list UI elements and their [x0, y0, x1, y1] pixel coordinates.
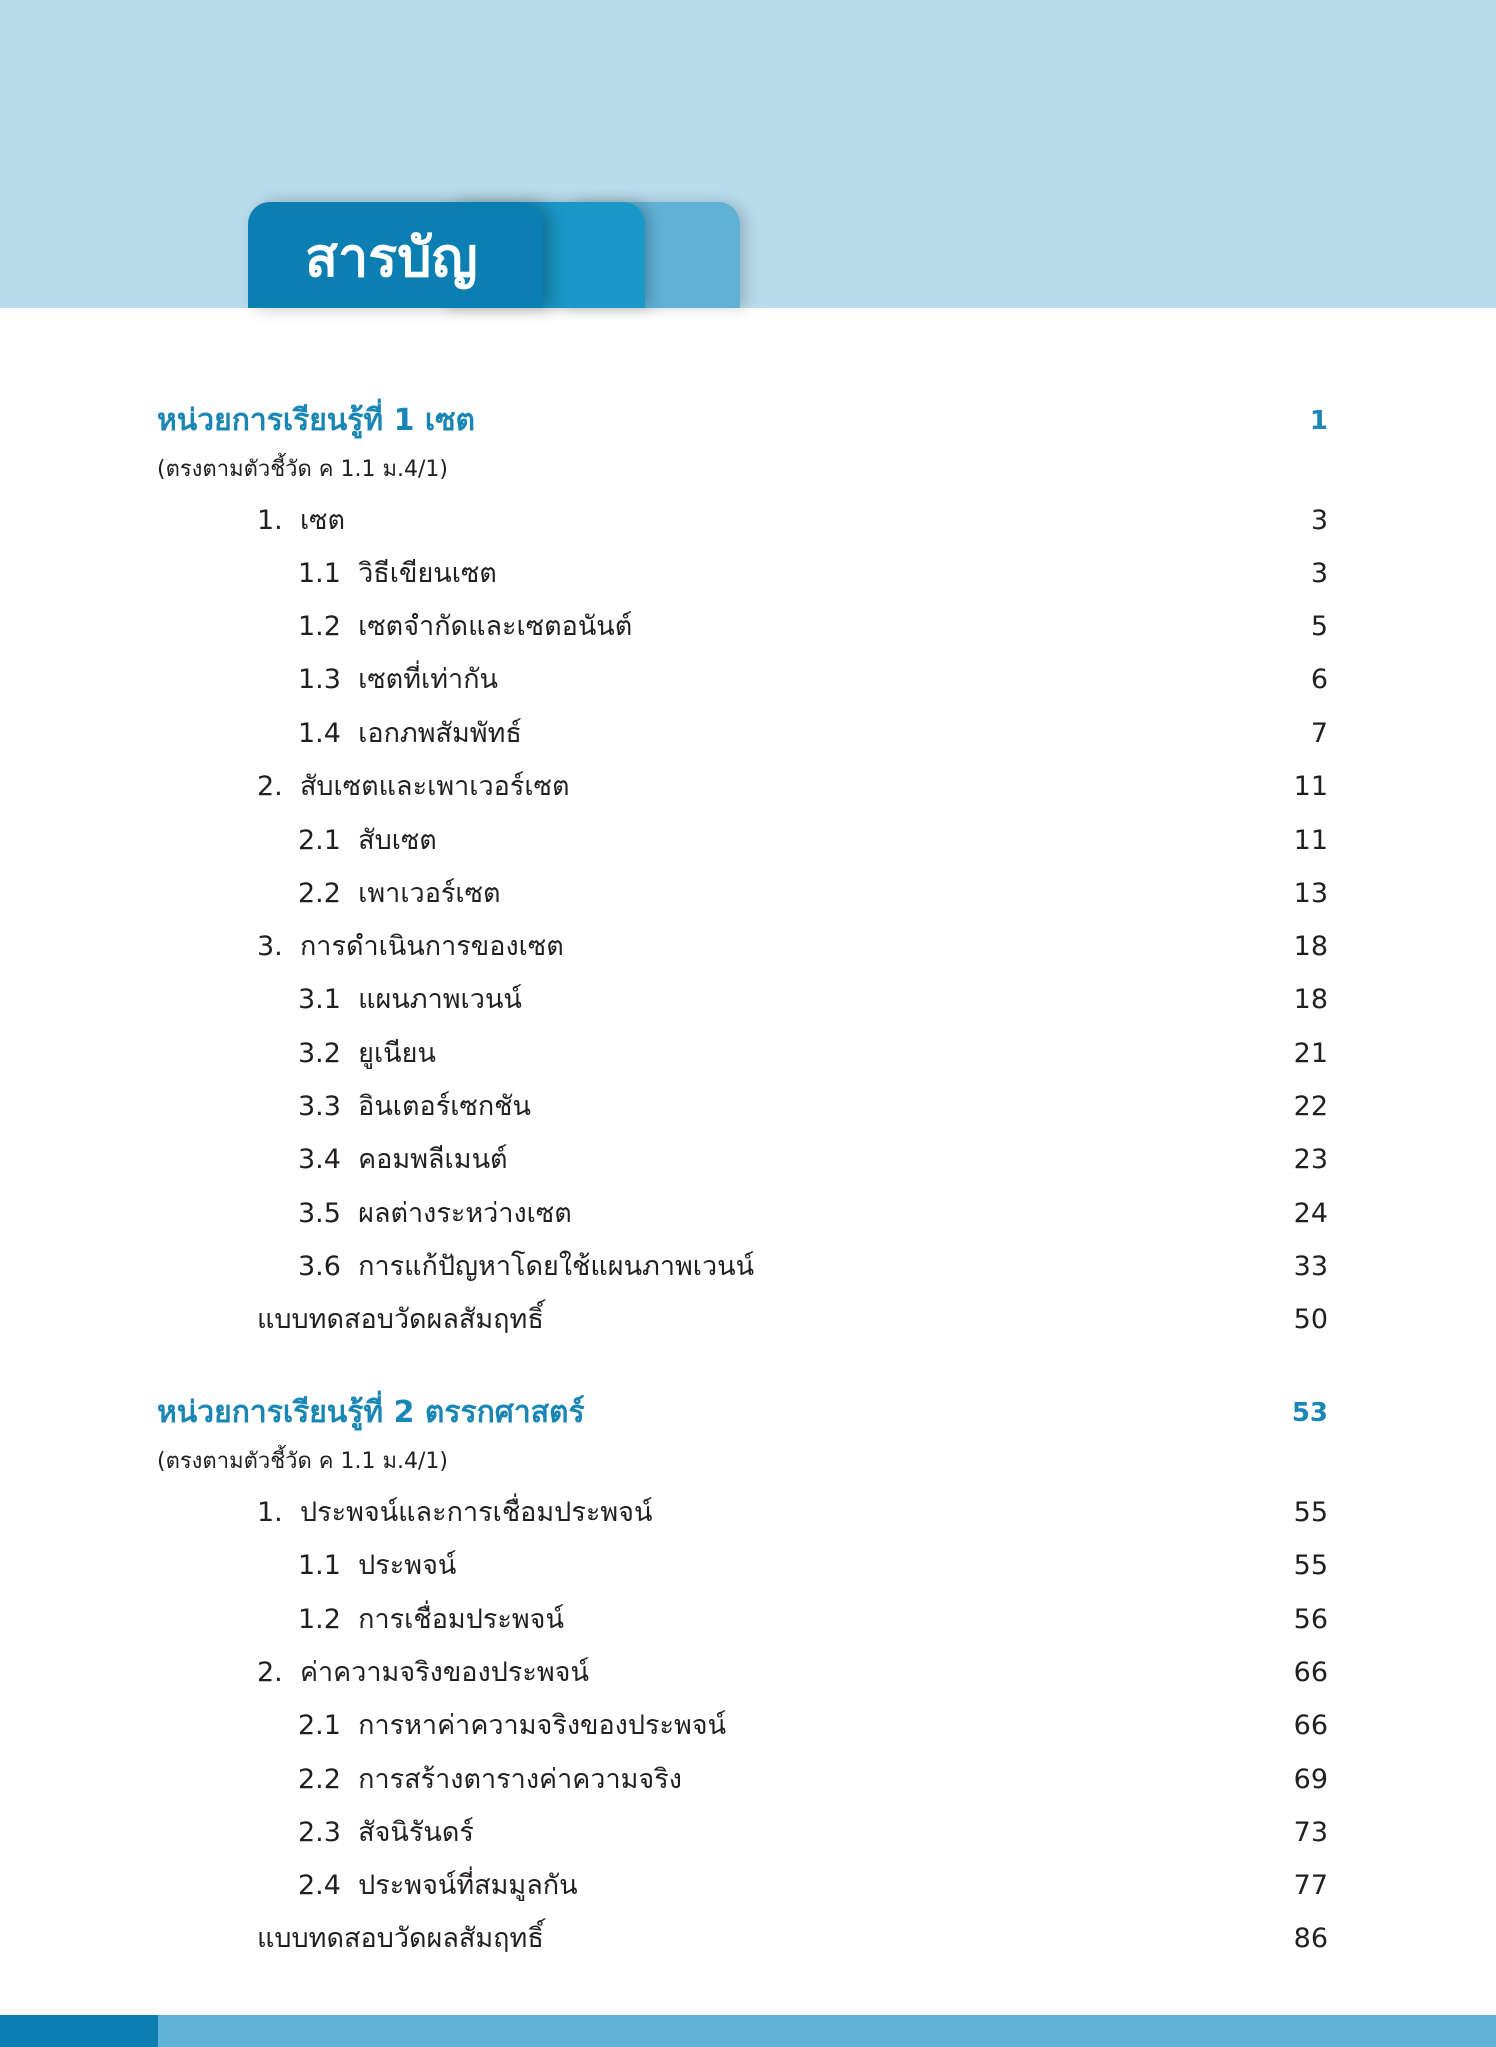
entry-title: คอมพลีเมนต์ [358, 1144, 508, 1175]
entry-title: เอกภพสัมพัทธ์ [358, 718, 522, 749]
entry-label [257, 763, 569, 811]
toc-entry[interactable] [0, 1083, 1496, 1131]
toc-entry[interactable] [0, 1542, 1496, 1590]
indicator-note: (ตรงตามตัวชี้วัด ค 1.1 ม.4/1) [157, 457, 448, 482]
entry-number: 3.3 [298, 1091, 341, 1122]
entry-number: 1.1 [298, 558, 341, 589]
entry-label [298, 710, 522, 758]
entry-label [298, 1136, 508, 1184]
entry-number: 2.2 [298, 878, 341, 909]
unit-1-indicator-note [0, 446, 1496, 494]
entry-title: การแก้ปัญหาโดยใช้แผนภาพเวนน์ [358, 1251, 755, 1282]
page-number: 18 [1293, 931, 1328, 962]
toc-entry[interactable] [0, 1756, 1496, 1804]
toc-entry-assessment[interactable] [0, 1296, 1496, 1344]
entry-title: การสร้างตารางค่าความจริง [358, 1764, 682, 1795]
entry-title: สัจนิรันดร์ [358, 1817, 474, 1848]
unit-heading: หน่วยการเรียนรู้ที่ 2 ตรรกศาสตร์ [157, 1395, 585, 1430]
entry-title: การหาค่าความจริงของประพจน์ [358, 1710, 727, 1741]
page-number: 6 [1310, 664, 1328, 695]
page-number: 11 [1293, 825, 1328, 856]
page-number: 55 [1293, 1550, 1328, 1581]
toc-entry[interactable] [0, 1489, 1496, 1537]
toc-entry[interactable] [0, 763, 1496, 811]
toc-entry[interactable] [0, 603, 1496, 651]
entry-number: 1.2 [298, 611, 341, 642]
entry-label [298, 870, 501, 918]
entry-title: เพาเวอร์เซต [358, 878, 501, 909]
entry-title: การเชื่อมประพจน์ [358, 1604, 564, 1635]
entry-title: ค่าความจริงของประพจน์ [299, 1657, 589, 1688]
entry-number: 2. [257, 1657, 283, 1688]
toc-entry[interactable] [0, 976, 1496, 1024]
page-number: 18 [1293, 984, 1328, 1015]
entry-label [298, 1083, 531, 1131]
toc-entry[interactable] [0, 1702, 1496, 1750]
toc-entry[interactable] [0, 710, 1496, 758]
entry-title: ยูเนียน [358, 1038, 436, 1069]
entry-number: 2.1 [298, 825, 341, 856]
entry-number: 3.2 [298, 1038, 341, 1069]
entry-label [298, 1190, 572, 1238]
entry-label [298, 1702, 726, 1750]
entry-number: 2.4 [298, 1870, 341, 1901]
entry-number: 3. [257, 931, 283, 962]
entry-number: 1.1 [298, 1550, 341, 1581]
entry-label [298, 1596, 564, 1644]
toc-entry[interactable] [0, 1862, 1496, 1910]
toc-entry[interactable] [0, 923, 1496, 971]
page-number: 22 [1293, 1091, 1328, 1122]
page-number: 66 [1293, 1710, 1328, 1741]
page-number: 7 [1310, 718, 1328, 749]
unit-heading: หน่วยการเรียนรู้ที่ 1 เซต [157, 403, 476, 438]
footer-bar-light [158, 2015, 1496, 2047]
entry-title: แบบทดสอบวัดผลสัมฤทธิ์ [257, 1923, 544, 1954]
entry-label [257, 1489, 652, 1537]
page-number: 33 [1293, 1251, 1328, 1282]
entry-label [298, 603, 632, 651]
entry-label [298, 1542, 456, 1590]
entry-label [298, 1756, 682, 1804]
entry-title: วิธีเขียนเซต [358, 558, 497, 589]
entry-title: แผนภาพเวนน์ [358, 984, 522, 1015]
unit-2-indicator-note [0, 1438, 1496, 1486]
entry-label [257, 1649, 589, 1697]
entry-title: ผลต่างระหว่างเซต [358, 1198, 572, 1229]
toc-entry[interactable] [0, 1030, 1496, 1078]
page-number: 5 [1310, 611, 1328, 642]
entry-label [298, 1862, 578, 1910]
entry-label [298, 976, 522, 1024]
toc-entry[interactable] [0, 1190, 1496, 1238]
entry-title: เซต [299, 505, 346, 536]
entry-number: 3.1 [298, 984, 341, 1015]
entry-label [298, 1809, 474, 1857]
entry-number: 2.2 [298, 1764, 341, 1795]
toc-entry[interactable] [0, 550, 1496, 598]
entry-number: 1.4 [298, 718, 341, 749]
entry-number: 3.4 [298, 1144, 341, 1175]
page-number: 53 [1291, 1398, 1328, 1428]
toc-entry[interactable] [0, 817, 1496, 865]
entry-label [298, 817, 437, 865]
entry-label [298, 1243, 754, 1291]
entry-number: 3.5 [298, 1198, 341, 1229]
page-number: 69 [1293, 1764, 1328, 1795]
page-number: 21 [1293, 1038, 1328, 1069]
entry-number: 2.1 [298, 1710, 341, 1741]
page-number: 77 [1293, 1870, 1328, 1901]
unit-2-heading-row[interactable] [0, 1389, 1496, 1437]
page-title: สารบัญ [305, 226, 478, 289]
entry-number: 2. [257, 771, 283, 802]
entry-label [298, 1030, 436, 1078]
toc-entry[interactable] [0, 1649, 1496, 1697]
page-number: 3 [1310, 558, 1328, 589]
page-number: 11 [1293, 771, 1328, 802]
unit-1-heading-row[interactable] [0, 397, 1496, 445]
page-number: 23 [1293, 1144, 1328, 1175]
entry-number: 1. [257, 505, 283, 536]
page-number: 1 [1309, 406, 1328, 436]
page-number: 3 [1310, 505, 1328, 536]
entry-title: การดำเนินการของเซต [299, 931, 564, 962]
toc-entry[interactable] [0, 1809, 1496, 1857]
entry-number: 1.2 [298, 1604, 341, 1635]
page-number: 73 [1293, 1817, 1328, 1848]
entry-label [257, 497, 345, 545]
entry-title: เซตจำกัดและเซตอนันต์ [358, 611, 633, 642]
entry-number: 2.3 [298, 1817, 341, 1848]
entry-title: สับเซต [358, 825, 437, 856]
toc-entry[interactable] [0, 870, 1496, 918]
toc-entry[interactable] [0, 1136, 1496, 1184]
entry-title: ประพจน์และการเชื่อมประพจน์ [299, 1497, 653, 1528]
page-number: 13 [1293, 878, 1328, 909]
entry-number: 3.6 [298, 1251, 341, 1282]
toc-entry[interactable] [0, 656, 1496, 704]
indicator-note: (ตรงตามตัวชี้วัด ค 1.1 ม.4/1) [157, 1449, 448, 1474]
footer-bar-dark [0, 2015, 158, 2047]
page-number: 24 [1293, 1198, 1328, 1229]
toc-entry-assessment[interactable] [0, 1915, 1496, 1963]
entry-title: อินเตอร์เซกชัน [358, 1091, 531, 1122]
entry-label [298, 550, 497, 598]
entry-number: 1.3 [298, 664, 341, 695]
entry-title: เซตที่เท่ากัน [358, 664, 499, 695]
page-number: 55 [1293, 1497, 1328, 1528]
entry-number: 1. [257, 1497, 283, 1528]
entry-label [298, 656, 498, 704]
entry-title: ประพจน์ [358, 1550, 457, 1581]
entry-title: แบบทดสอบวัดผลสัมฤทธิ์ [257, 1304, 544, 1335]
page-number: 50 [1293, 1304, 1328, 1335]
entry-title: สับเซตและเพาเวอร์เซต [299, 771, 570, 802]
page-number: 66 [1293, 1657, 1328, 1688]
page-number: 86 [1293, 1923, 1328, 1954]
entry-label [257, 923, 564, 971]
toc-entry[interactable] [0, 1243, 1496, 1291]
toc-entry[interactable] [0, 497, 1496, 545]
page-number: 56 [1293, 1604, 1328, 1635]
entry-title: ประพจน์ที่สมมูลกัน [358, 1870, 578, 1901]
toc-entry[interactable] [0, 1596, 1496, 1644]
